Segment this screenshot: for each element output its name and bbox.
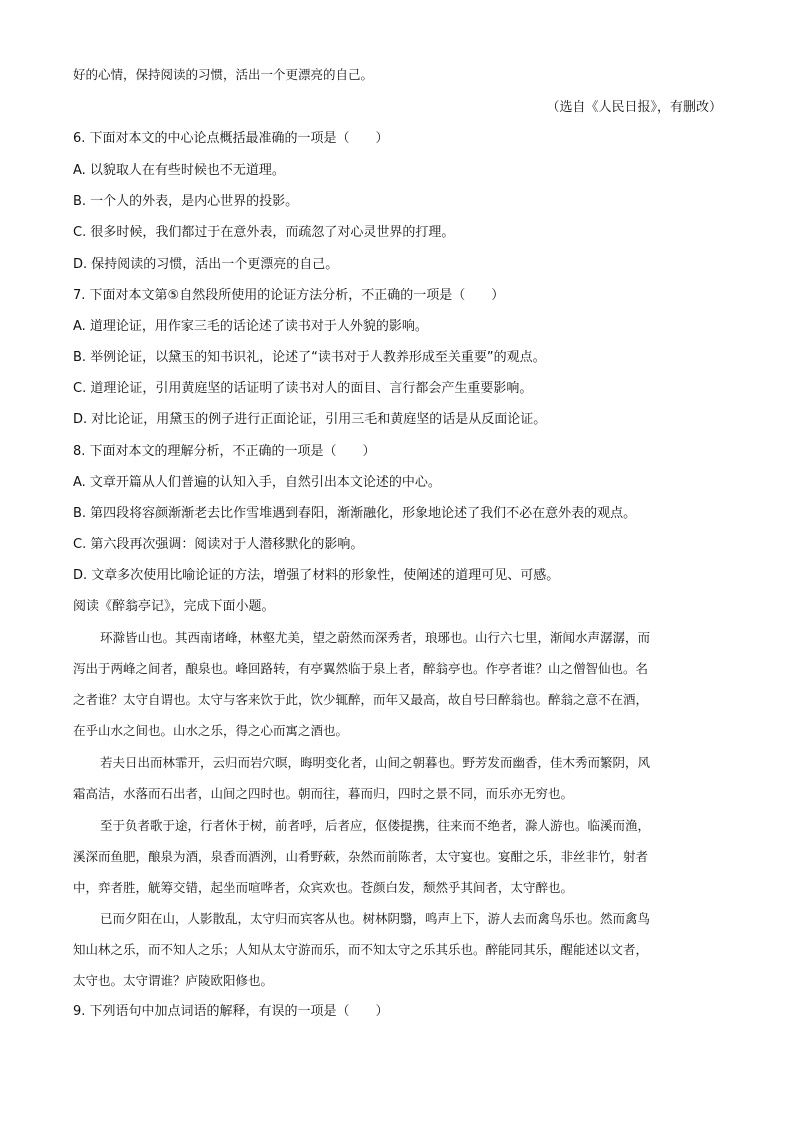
question-6-option-d: D. 保持阅读的习惯，活出一个更漂亮的自己。 bbox=[73, 257, 339, 272]
question-7-option-d: D. 对比论证，用黛玉的例子进行正面论证，引用三毛和黄庭坚的话是从反面论证。 bbox=[73, 412, 547, 427]
classical-p3-line-3: 中，弈者胜，觥筹交错，起坐而喧哗者，众宾欢也。苍颜白发，颓然乎其间者，太守醉也。 bbox=[73, 880, 574, 895]
question-6-option-a: A. 以貌取人在有些时候也不无道理。 bbox=[73, 163, 285, 178]
question-8-option-d: D. 文章多次使用比喻论证的方法，增强了材料的形象性，使阐述的道理可见、可感。 bbox=[73, 568, 560, 583]
question-6-option-b: B. 一个人的外表，是内心世界的投影。 bbox=[73, 194, 299, 209]
question-8-option-a: A. 文章开篇从人们普遍的认知入手，自然引出本文论述的中心。 bbox=[73, 475, 441, 490]
question-8-option-b: B. 第四段将容颜渐渐老去比作雪堆遇到春阳，渐渐融化，形象地论述了我们不必在意外表的观点。 bbox=[73, 506, 637, 521]
classical-p1-line-2: 泻出于两峰之间者，酿泉也。峰回路转，有亭翼然临于泉上者，醉翁亭也。作亭者谁？山之僧智仙也。名 bbox=[73, 661, 649, 676]
classical-p3-line-2: 溪深而鱼肥，酿泉为酒，泉香而酒洌，山肴野蔌，杂然而前陈者，太守宴也。宴酣之乐，非丝非竹，射者 bbox=[73, 849, 649, 864]
classical-p1-line-4: 在乎山水之间也。山水之乐，得之心而寓之酒也。 bbox=[73, 723, 349, 738]
classical-p4-line-3: 太守也。太守谓谁？庐陵欧阳修也。 bbox=[73, 973, 274, 988]
classical-p4-line-2: 知山林之乐，而不知人之乐；人知从太守游而乐，而不知太守之乐其乐也。醉能同其乐，醒能述以文者， bbox=[73, 942, 649, 957]
reading-instruction: 阅读《醉翁亭记》，完成下面小题。 bbox=[73, 599, 275, 614]
passage-closing-line: 好的心情，保持阅读的习惯，活出一个更漂亮的自己。 bbox=[73, 67, 374, 82]
classical-p2-line-2: 霜高洁，水落而石出者，山间之四时也。朝而往，暮而归，四时之景不同，而乐亦无穷也。 bbox=[73, 786, 574, 801]
question-6-option-c: C. 很多时候，我们都过于在意外表，而疏忽了对心灵世界的打理。 bbox=[73, 225, 455, 240]
source-note: （选自《人民日报》，有删改） bbox=[546, 100, 722, 115]
question-7-option-c: C. 道理论证，引用黄庭坚的话证明了读书对人的面目、言行都会产生重要影响。 bbox=[73, 381, 533, 396]
question-7-option-b: B. 举例论证，以黛玉的知书识礼，论述了“读书对于人教养形成至关重要”的观点。 bbox=[73, 350, 546, 365]
question-8-stem: 8. 下面对本文的理解分析，不正确的一项是（ ） bbox=[73, 444, 376, 459]
classical-p4-line-1: 已而夕阳在山，人影散乱，太守归而宾客从也。树林阴翳，鸣声上下，游人去而禽鸟乐也。然而禽鸟 bbox=[100, 911, 651, 926]
classical-p2-line-1: 若夫日出而林霏开，云归而岩穴暝，晦明变化者，山间之朝暮也。野芳发而幽香，佳木秀而繁阴，风 bbox=[100, 755, 651, 770]
question-7-stem: 7. 下面对本文第⑤自然段所使用的论证方法分析，不正确的一项是（ ） bbox=[73, 288, 505, 303]
question-6-stem: 6. 下面对本文的中心论点概括最准确的一项是（ ） bbox=[73, 131, 389, 146]
classical-p1-line-3: 之者谁？太守自谓也。太守与客来饮于此，饮少辄醉，而年又最高，故自号曰醉翁也。醉翁之意不在酒， bbox=[73, 692, 649, 707]
classical-p3-line-1: 至于负者歌于途，行者休于树，前者呼，后者应，伛偻提携，往来而不绝者，滁人游也。临溪而渔， bbox=[100, 818, 651, 833]
question-7-option-a: A. 道理论证，用作家三毛的话论述了读书对于人外貌的影响。 bbox=[73, 319, 428, 334]
question-8-option-c: C. 第六段再次强调：阅读对于人潜移默化的影响。 bbox=[73, 537, 364, 552]
classical-p1-line-1: 环滁皆山也。其西南诸峰，林壑尤美，望之蔚然而深秀者，琅琊也。山行六七里，渐闻水声潺潺，而 bbox=[100, 630, 651, 645]
question-9-stem: 9. 下列语句中加点词语的解释，有误的一项是（ ） bbox=[73, 1004, 389, 1019]
